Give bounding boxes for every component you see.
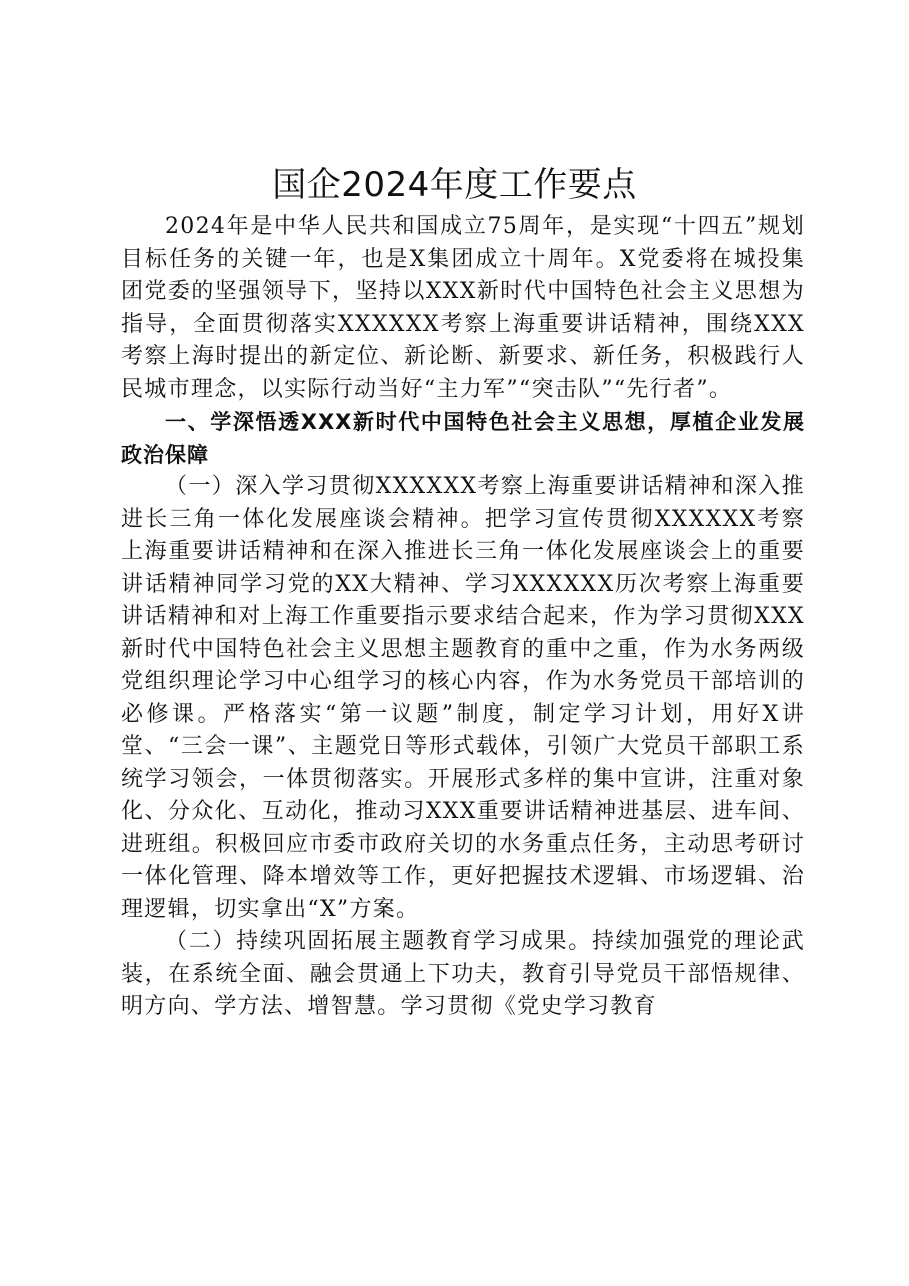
document-title: 国企2024年度工作要点 (272, 165, 637, 205)
item-body: 持续加强党的理论武装，在系统全面、融会贯通上下功夫，教育引导党员干部悟规律、明方向、学方法、增智慧。学习贯彻《党史学习教育 (121, 929, 806, 1019)
item-paragraph-1 (121, 471, 805, 926)
document-body (121, 211, 805, 1024)
section-heading: 一、学深悟透XXX新时代中国特色社会主义思想，厚植企业发展政治保障 (121, 410, 805, 467)
item-body: 把学习宣传贯彻XXXXXX考察上海重要讲话精神和在深入推进长三角一体化发展座谈会上的重要讲话精神同学习党的XX大精神、学习XXXXXX历次考察上海重要讲话精神和对上海工作重要指示要求结合起来，作为学习贯彻XXX新时代中国特色社会主义思想主题教育的重中之重，作为水务两级党组织理论学习中心组学习的核心内容，作为水务党员干部培训的必修课。严格落实“第一议题”制度，制定学习计划，用好X讲堂、“三会一课”、主题党日等形式载体，引领广大党员干部职工系统学习领会，一体贯彻落实。开展形式多样的集中宣讲，注重对象化、分众化、互动化，推动习XXX重要讲话精神进基层、进车间、进班组。积极回应市委市政府关切的水务重点任务，主动思考研讨一体化管理、降本增效等工作，更好把握技术逻辑、市场逻辑、治理逻辑，切实拿出“X”方案。 (121, 506, 805, 922)
intro-paragraph: 2024年是中华人民共和国成立75周年，是实现“十四五”规划目标任务的关键一年，也是X集团成立十周年。X党委将在城投集团党委的坚强领导下，坚持以XXX新时代中国特色社会主义思想为指导，全面贯彻落实XXXXXX考察上海重要讲话精神，围绕XXX考察上海时提出的新定位、新论断、新要求、新任务，积极践行人民城市理念，以实际行动当好“主力军”“突击队”“先行者”。 (121, 214, 805, 402)
item-paragraph-2 (121, 926, 805, 1024)
item-lead: （一）深入学习贯彻XXXXXX考察上海重要讲话精神和深入推进长三角一体化发展座谈会精神。 (121, 474, 805, 532)
item-lead: （二）持续巩固拓展主题教育学习成果。 (165, 929, 592, 954)
